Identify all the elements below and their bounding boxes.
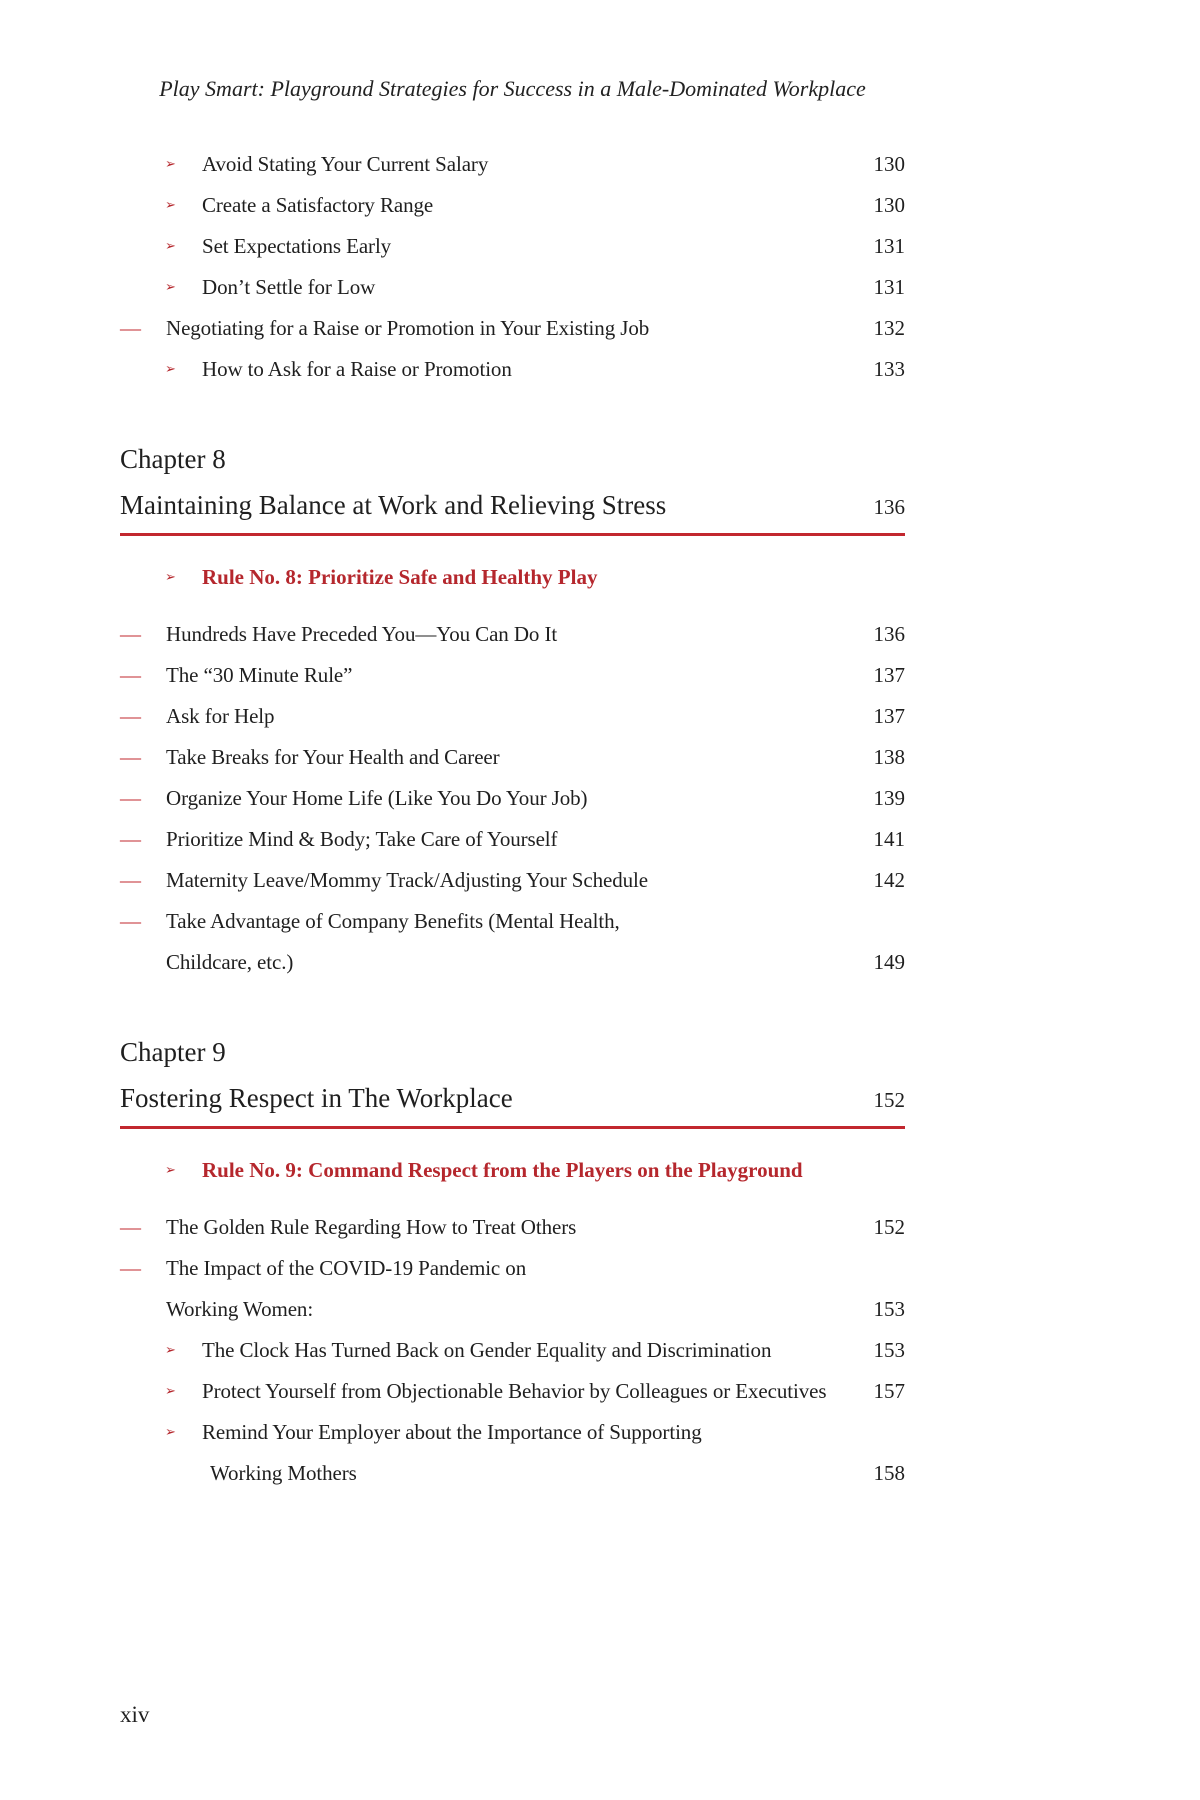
- toc-entry: [120, 1453, 905, 1494]
- entry-page-number: 157: [873, 1379, 905, 1403]
- rule-text: Rule No. 8: Prioritize Safe and Healthy Play: [202, 565, 598, 589]
- entry-page-number: 152: [873, 1215, 905, 1239]
- entry-text: Don’t Settle for Low: [202, 275, 376, 299]
- rule-text: Rule No. 9: Command Respect from the Players on the Playground: [202, 1158, 803, 1182]
- entry-page-number: 138: [873, 745, 905, 769]
- arrow-bullet-icon: ➢: [165, 1384, 176, 1399]
- entry-page-number: 133: [873, 357, 905, 381]
- entry-text: Take Advantage of Company Benefits (Mental Health,: [166, 909, 620, 933]
- entry-text: Take Breaks for Your Health and Career: [166, 745, 500, 769]
- entry-text: Childcare, etc.): [166, 950, 294, 974]
- entry-page-number: 149: [873, 950, 905, 974]
- dash-bullet-icon: —: [120, 868, 141, 892]
- toc-entries: [120, 144, 905, 390]
- chapter-title: Fostering Respect in The Workplace: [120, 1083, 513, 1113]
- toc-content-column: [120, 0, 905, 1494]
- toc-entry: [120, 144, 905, 185]
- toc-entry: [120, 1371, 905, 1412]
- running-header: Play Smart: Playground Strategies for Success in a Male-Dominated Workplace: [159, 76, 866, 101]
- entry-text: Ask for Help: [166, 704, 275, 728]
- entry-text: The Impact of the COVID-19 Pandemic on: [166, 1256, 527, 1280]
- arrow-bullet-icon: ➢: [165, 1425, 176, 1440]
- entry-page-number: 136: [873, 622, 905, 646]
- arrow-bullet-icon: ➢: [165, 280, 176, 295]
- dash-bullet-icon: —: [120, 1215, 141, 1239]
- entry-page-number: 131: [873, 234, 905, 258]
- arrow-bullet-icon: ➢: [165, 362, 176, 377]
- toc-entry: [120, 737, 905, 778]
- toc-entry: [120, 614, 905, 655]
- toc-entry: [120, 778, 905, 819]
- toc-entry: [120, 1412, 905, 1453]
- entry-text: Negotiating for a Raise or Promotion in Your Existing Job: [166, 316, 650, 340]
- chapter-heading: [120, 1029, 905, 1191]
- entry-text: Organize Your Home Life (Like You Do Your Job): [166, 786, 588, 810]
- dash-bullet-icon: —: [120, 622, 141, 646]
- toc-entry: [120, 267, 905, 308]
- entry-page-number: 137: [873, 704, 905, 728]
- arrow-bullet-icon: ➢: [165, 157, 176, 172]
- chapter-label: Chapter 9: [120, 1037, 226, 1067]
- toc-entry: [120, 819, 905, 860]
- dash-bullet-icon: —: [120, 827, 141, 851]
- toc-entries: [120, 1207, 905, 1494]
- arrow-bullet-icon: ➢: [165, 239, 176, 254]
- toc-entry: [120, 226, 905, 267]
- entry-text: Protect Yourself from Objectionable Behavior by Colleagues or Executives: [202, 1379, 827, 1403]
- chapter-underline: [120, 1126, 905, 1129]
- entry-text: Working Women:: [166, 1297, 314, 1321]
- entry-text: Remind Your Employer about the Importance of Supporting: [202, 1420, 702, 1444]
- entry-page-number: 153: [873, 1297, 905, 1321]
- entry-page-number: 139: [873, 786, 905, 810]
- chapter-heading: [120, 436, 905, 598]
- dash-bullet-icon: —: [120, 316, 141, 340]
- toc-entry: [120, 942, 905, 983]
- chapter-label: Chapter 8: [120, 444, 226, 474]
- chapter-title-row: [120, 482, 905, 530]
- rule-entry: [120, 557, 905, 598]
- toc-entries: [120, 614, 905, 983]
- toc-entry: [120, 655, 905, 696]
- toc: [120, 144, 905, 1494]
- toc-entry: [120, 1248, 905, 1289]
- dash-bullet-icon: —: [120, 909, 141, 933]
- toc-entry: [120, 1207, 905, 1248]
- toc-entry: [120, 185, 905, 226]
- entry-text: How to Ask for a Raise or Promotion: [202, 357, 512, 381]
- rule-entry: [120, 1150, 905, 1191]
- entry-page-number: 130: [873, 193, 905, 217]
- entry-text: Prioritize Mind & Body; Take Care of Yourself: [166, 827, 558, 851]
- toc-entry: [120, 1289, 905, 1330]
- toc-entry: [120, 1330, 905, 1371]
- dash-bullet-icon: —: [120, 1256, 141, 1280]
- toc-entry: [120, 349, 905, 390]
- entry-page-number: 132: [873, 316, 905, 340]
- entry-page-number: 131: [873, 275, 905, 299]
- toc-entry: [120, 696, 905, 737]
- dash-bullet-icon: —: [120, 704, 141, 728]
- chapter-underline: [120, 533, 905, 536]
- chapter-page-number: 152: [873, 1088, 905, 1112]
- entry-text: The Clock Has Turned Back on Gender Equality and Discrimination: [202, 1338, 772, 1362]
- dash-bullet-icon: —: [120, 663, 141, 687]
- entry-text: Create a Satisfactory Range: [202, 193, 434, 217]
- toc-entry: [120, 901, 905, 942]
- entry-page-number: 158: [873, 1461, 905, 1485]
- arrow-bullet-icon: ➢: [165, 198, 176, 213]
- chapter-title: Maintaining Balance at Work and Relieving Stress: [120, 490, 667, 520]
- toc-entry: [120, 860, 905, 901]
- entry-page-number: 153: [873, 1338, 905, 1362]
- entry-page-number: 137: [873, 663, 905, 687]
- entry-page-number: 130: [873, 152, 905, 176]
- entry-text: Maternity Leave/Mommy Track/Adjusting Your Schedule: [166, 868, 648, 892]
- chapter-title-row: [120, 1075, 905, 1123]
- toc-entry: [120, 308, 905, 349]
- arrow-bullet-icon: ➢: [165, 1163, 176, 1178]
- entry-text: Set Expectations Early: [202, 234, 392, 258]
- entry-text: Hundreds Have Preceded You—You Can Do It: [166, 622, 558, 646]
- entry-text: The Golden Rule Regarding How to Treat Others: [166, 1215, 577, 1239]
- arrow-bullet-icon: ➢: [165, 570, 176, 585]
- entry-text: Working Mothers: [210, 1461, 357, 1485]
- chapter-page-number: 136: [873, 495, 905, 519]
- entry-page-number: 142: [873, 868, 905, 892]
- dash-bullet-icon: —: [120, 786, 141, 810]
- entry-text: Avoid Stating Your Current Salary: [202, 152, 489, 176]
- entry-text: The “30 Minute Rule”: [166, 663, 353, 687]
- dash-bullet-icon: —: [120, 745, 141, 769]
- arrow-bullet-icon: ➢: [165, 1343, 176, 1358]
- page-number-folio: xiv: [120, 1702, 150, 1727]
- entry-page-number: 141: [873, 827, 905, 851]
